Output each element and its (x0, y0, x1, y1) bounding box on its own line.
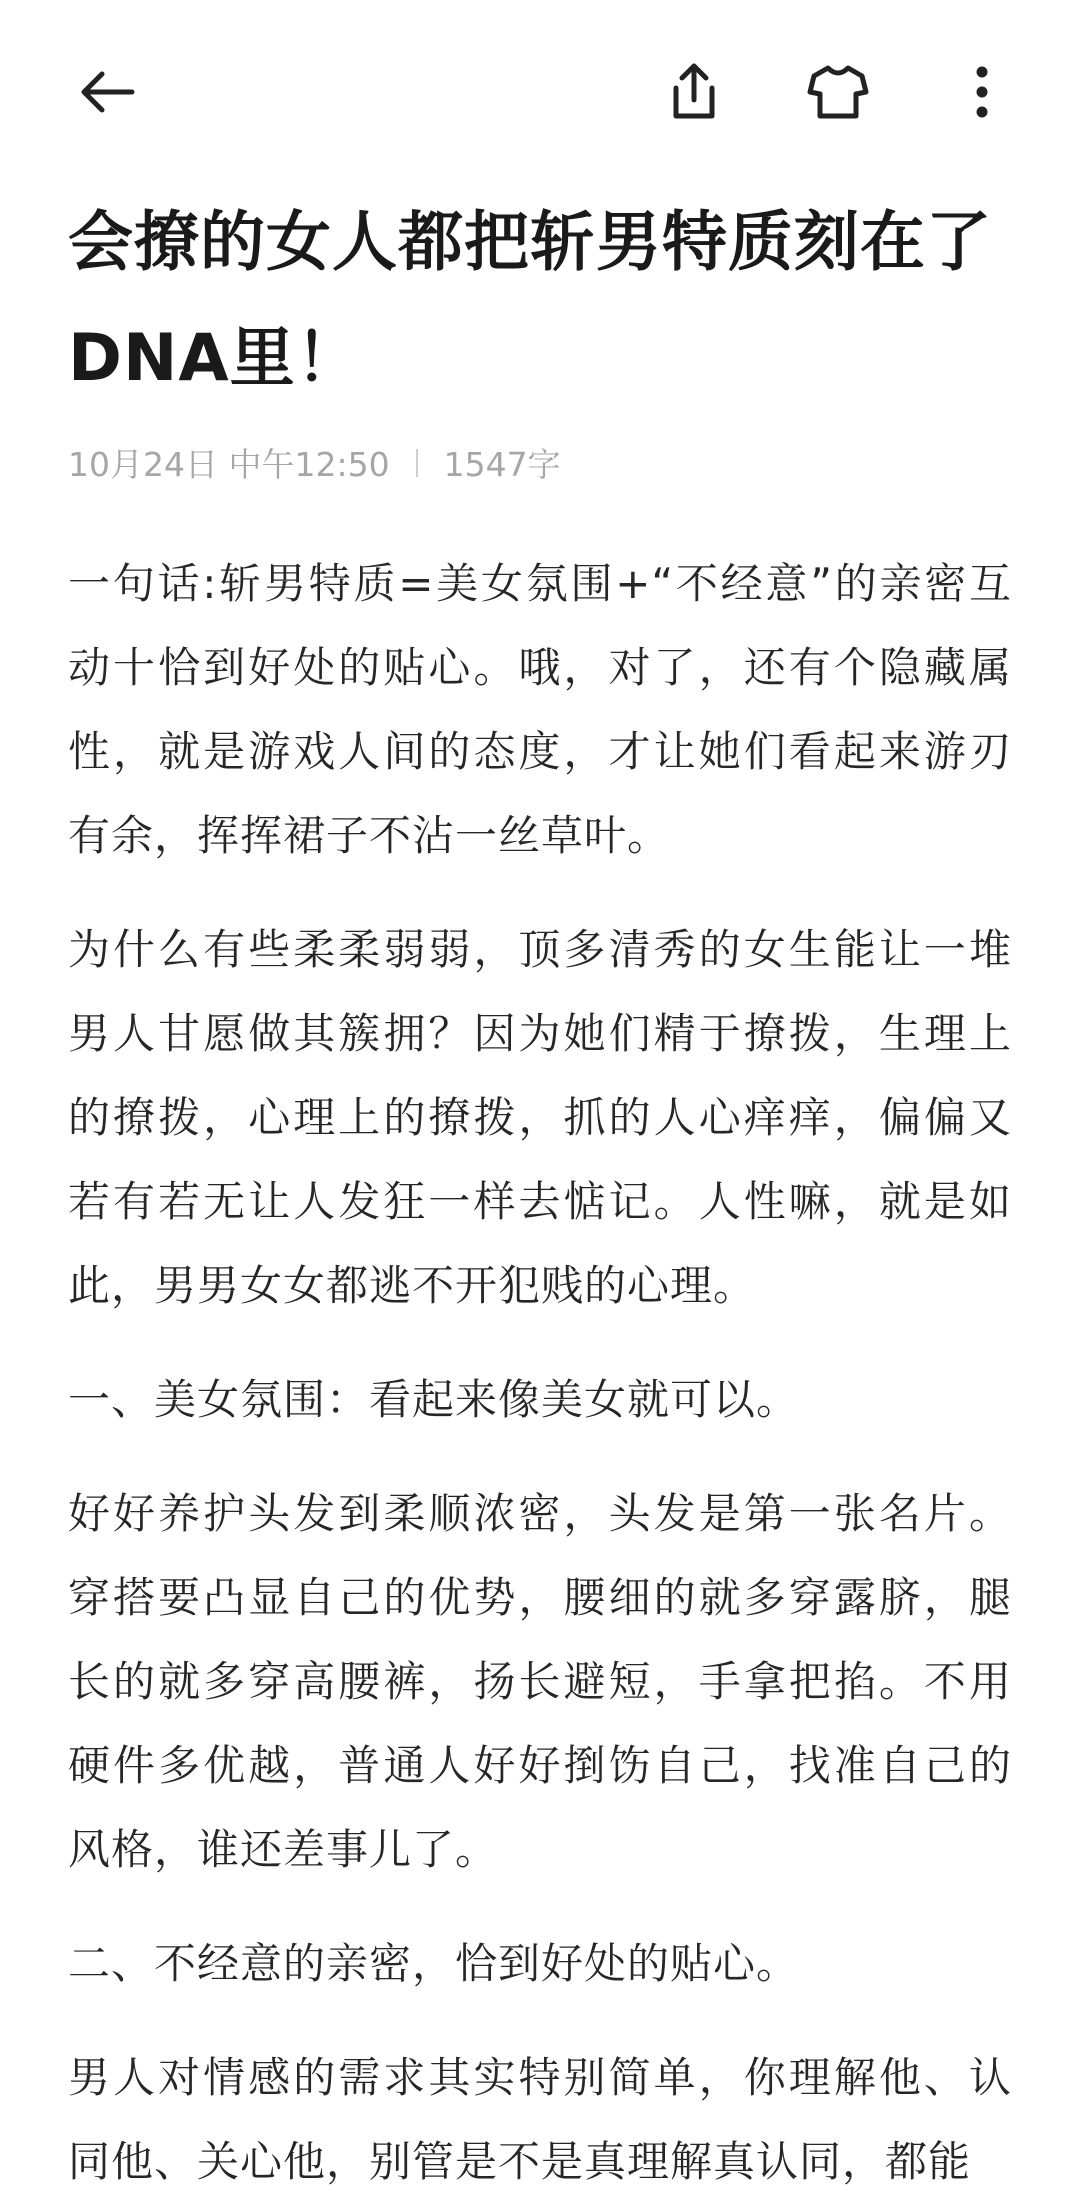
theme-button[interactable] (798, 52, 878, 132)
paragraph: 好好养护头发到柔顺浓密，头发是第一张名片。穿搭要凸显自己的优势，腰细的就多穿露脐，腿长的就多穿高腰裤，扬长避短，手拿把掐。不用硬件多优越，普通人好好捯饬自己，找准自己的风格，谁还差事儿了。 (68, 1489, 1012, 1874)
share-icon (664, 60, 724, 124)
article-date: 10月24日 中午12:50 (68, 445, 390, 484)
paragraph: 一句话:斩男特质=美女氛围+“不经意”的亲密互动十恰到好处的贴心。哦，对了，还有个隐藏属性，就是游戏人间的态度，才让她们看起来游刃有余，挥挥裙子不沾一丝草叶。 (68, 559, 1012, 860)
share-button[interactable] (654, 52, 734, 132)
more-vertical-icon (972, 62, 992, 122)
word-count: 1547字 (443, 445, 561, 484)
article-meta (68, 439, 1012, 486)
section-heading: 二、不经意的亲密，恰到好处的贴心。 (68, 1939, 800, 1988)
article-title: 会撩的女人都把斩男特质刻在了DNA里！ (68, 205, 993, 396)
arrow-left-icon (76, 60, 140, 124)
back-button[interactable] (68, 52, 148, 132)
meta-divider (416, 449, 418, 477)
paragraph: 男人对情感的需求其实特别简单，你理解他、认同他、关心他，别管是不是真理解真认同，都能 (68, 2053, 1012, 2186)
article-body (68, 542, 1012, 2204)
tshirt-icon (806, 62, 870, 122)
more-button[interactable] (942, 52, 1022, 132)
top-toolbar (0, 0, 1080, 185)
paragraph: 为什么有些柔柔弱弱，顶多清秀的女生能让一堆男人甘愿做其簇拥？因为她们精于撩拨，生理上的撩拨，心理上的撩拨，抓的人心痒痒，偏偏又若有若无让人发狂一样去惦记。人性嘛，就是如此，男男女女都逃不开犯贱的心理。 (68, 925, 1012, 1310)
section-heading: 一、美女氛围：看起来像美女就可以。 (68, 1375, 800, 1424)
